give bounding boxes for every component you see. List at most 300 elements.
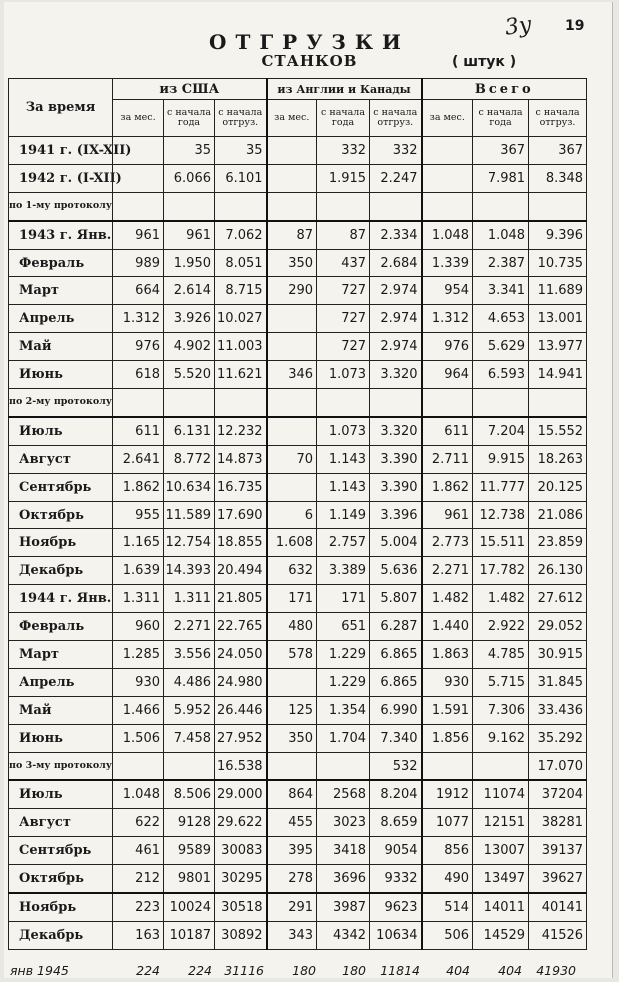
table-cell	[473, 389, 529, 417]
table-cell: 455	[267, 809, 317, 837]
table-cell: 961	[113, 221, 164, 249]
table-row	[9, 809, 587, 837]
table-row	[9, 473, 587, 501]
table-cell: 6.593	[473, 361, 529, 389]
handwritten-cell: 180	[342, 963, 366, 978]
row-period-label: 1941 г. (IX-XII)	[9, 137, 113, 165]
table-cell: 7.062	[215, 221, 267, 249]
table-cell: 930	[113, 668, 164, 696]
table-cell: 30295	[215, 865, 267, 893]
table-cell: 6.865	[370, 641, 422, 669]
table-cell: 5.520	[164, 361, 215, 389]
table-cell: 41526	[529, 921, 587, 949]
row-period-label: Июнь	[9, 361, 113, 389]
table-cell: 20.494	[215, 557, 267, 585]
table-cell: 1.862	[113, 473, 164, 501]
table-cell: 9054	[370, 837, 422, 865]
table-cell: 291	[267, 893, 317, 921]
table-cell: 1.143	[317, 445, 370, 473]
table-cell: 24.050	[215, 641, 267, 669]
header-group-row	[9, 79, 587, 100]
table-cell: 11.621	[215, 361, 267, 389]
table-cell: 955	[113, 501, 164, 529]
table-cell	[317, 389, 370, 417]
table-cell: 1.440	[422, 613, 473, 641]
header-sub-month: за мес.	[422, 100, 473, 137]
table-cell: 40141	[529, 893, 587, 921]
table-cell: 17.070	[529, 752, 587, 780]
row-period-label: Декабрь	[9, 557, 113, 585]
table-cell: 8.772	[164, 445, 215, 473]
document-subtitle: СТАНКОВ	[261, 52, 358, 70]
table-cell: 2.387	[473, 249, 529, 277]
table-row	[9, 585, 587, 613]
header-period: За время	[9, 79, 113, 137]
table-cell: 395	[267, 837, 317, 865]
table-cell: 3.320	[370, 361, 422, 389]
table-cell: 14529	[473, 921, 529, 949]
row-period-label: Февраль	[9, 249, 113, 277]
table-cell: 3.320	[370, 417, 422, 445]
table-cell: 7.981	[473, 164, 529, 192]
table-cell: 2.711	[422, 445, 473, 473]
table-cell: 212	[113, 865, 164, 893]
row-period-label: Март	[9, 277, 113, 305]
table-cell: 976	[113, 333, 164, 361]
table-cell: 29.622	[215, 809, 267, 837]
table-cell: 7.340	[370, 724, 422, 752]
table-row	[9, 613, 587, 641]
table-cell: 13.977	[529, 333, 587, 361]
table-cell: 611	[422, 417, 473, 445]
handwritten-row-label: янв 1945	[10, 963, 69, 978]
table-cell: 38281	[529, 809, 587, 837]
table-cell: 29.000	[215, 780, 267, 808]
table-cell: 6	[267, 501, 317, 529]
table-cell: 727	[317, 333, 370, 361]
table-cell: 22.765	[215, 613, 267, 641]
table-cell: 651	[317, 613, 370, 641]
table-cell: 30.915	[529, 641, 587, 669]
table-cell: 10634	[370, 921, 422, 949]
table-row	[9, 921, 587, 949]
table-cell: 3.390	[370, 473, 422, 501]
table-cell: 8.204	[370, 780, 422, 808]
table-cell: 367	[473, 137, 529, 165]
table-cell: 39137	[529, 837, 587, 865]
header-sub-shipment: с начала отгруз.	[370, 100, 422, 137]
protocol-row	[9, 752, 587, 780]
table-cell: 1.482	[473, 585, 529, 613]
table-cell	[267, 305, 317, 333]
handwritten-cell: 11814	[380, 963, 420, 978]
table-cell: 856	[422, 837, 473, 865]
table-cell: 346	[267, 361, 317, 389]
row-period-label: Август	[9, 809, 113, 837]
table-cell	[164, 192, 215, 220]
table-cell: 461	[113, 837, 164, 865]
page-number: 19	[565, 18, 585, 34]
table-cell: 7.306	[473, 696, 529, 724]
table-cell	[164, 389, 215, 417]
table-cell: 3.926	[164, 305, 215, 333]
table-cell: 622	[113, 809, 164, 837]
table-cell: 1.466	[113, 696, 164, 724]
table-cell: 12.754	[164, 529, 215, 557]
table-cell: 1.312	[113, 305, 164, 333]
handwritten-mark: 3у	[503, 12, 534, 41]
table-cell: 3.556	[164, 641, 215, 669]
protocol-row	[9, 192, 587, 220]
table-cell: 24.980	[215, 668, 267, 696]
table-cell: 30083	[215, 837, 267, 865]
table-cell: 1.285	[113, 641, 164, 669]
table-cell: 39627	[529, 865, 587, 893]
header-sub-year: с начала года	[473, 100, 529, 137]
table-cell: 11.689	[529, 277, 587, 305]
document-title: ОТГРУЗКИ	[209, 30, 410, 54]
table-cell: 125	[267, 696, 317, 724]
table-cell	[267, 389, 317, 417]
table-cell: 506	[422, 921, 473, 949]
table-cell: 3696	[317, 865, 370, 893]
table-cell: 171	[317, 585, 370, 613]
table-cell: 87	[267, 221, 317, 249]
handwritten-cell: 31116	[224, 963, 264, 978]
header-group-uk-canada: из Англии и Канады	[267, 79, 422, 100]
table-cell	[113, 752, 164, 780]
table-cell	[422, 752, 473, 780]
table-cell: 5.715	[473, 668, 529, 696]
table-cell: 15.511	[473, 529, 529, 557]
table-cell: 30892	[215, 921, 267, 949]
table-cell: 6.865	[370, 668, 422, 696]
table-cell: 930	[422, 668, 473, 696]
table-cell: 2.757	[317, 529, 370, 557]
table-cell: 864	[267, 780, 317, 808]
row-period-label: Сентябрь	[9, 837, 113, 865]
table-cell: 10024	[164, 893, 215, 921]
row-period-label: Ноябрь	[9, 893, 113, 921]
table-cell: 1.048	[422, 221, 473, 249]
table-cell: 2.974	[370, 277, 422, 305]
row-period-label: 1944 г. Янв.	[9, 585, 113, 613]
table-row	[9, 137, 587, 165]
table-cell: 16.538	[215, 752, 267, 780]
table-cell: 6.990	[370, 696, 422, 724]
table-cell: 961	[164, 221, 215, 249]
table-cell: 23.859	[529, 529, 587, 557]
table-cell: 1.229	[317, 641, 370, 669]
table-cell: 278	[267, 865, 317, 893]
table-cell: 35	[215, 137, 267, 165]
table-row	[9, 865, 587, 893]
table-cell: 954	[422, 277, 473, 305]
table-cell: 1.339	[422, 249, 473, 277]
table-cell: 6.287	[370, 613, 422, 641]
table-cell: 1.312	[422, 305, 473, 333]
table-cell: 8.715	[215, 277, 267, 305]
table-cell: 514	[422, 893, 473, 921]
table-cell: 10.735	[529, 249, 587, 277]
table-row	[9, 277, 587, 305]
table-cell: 960	[113, 613, 164, 641]
table-cell: 5.629	[473, 333, 529, 361]
table-cell: 367	[529, 137, 587, 165]
table-cell: 1.950	[164, 249, 215, 277]
header-sub-shipment: с начала отгруз.	[215, 100, 267, 137]
table-cell: 14.873	[215, 445, 267, 473]
table-cell: 1912	[422, 780, 473, 808]
table-cell: 5.636	[370, 557, 422, 585]
table-row	[9, 529, 587, 557]
table-cell	[370, 389, 422, 417]
table-cell: 4.902	[164, 333, 215, 361]
table-cell: 5.952	[164, 696, 215, 724]
table-cell: 5.807	[370, 585, 422, 613]
row-period-label: Апрель	[9, 305, 113, 333]
table-cell: 11.003	[215, 333, 267, 361]
table-cell: 1.915	[317, 164, 370, 192]
table-cell: 26.130	[529, 557, 587, 585]
table-cell: 727	[317, 277, 370, 305]
row-period-label: Сентябрь	[9, 473, 113, 501]
table-cell: 1.311	[113, 585, 164, 613]
table-cell: 21.086	[529, 501, 587, 529]
handwritten-row	[10, 963, 610, 978]
table-cell: 332	[317, 137, 370, 165]
table-row	[9, 333, 587, 361]
row-period-label: Май	[9, 333, 113, 361]
table-row	[9, 417, 587, 445]
table-cell: 3418	[317, 837, 370, 865]
row-period-label: Ноябрь	[9, 529, 113, 557]
header-sub-year: с начала года	[164, 100, 215, 137]
row-period-label: по 3-му протоколу	[9, 752, 113, 780]
row-period-label: Октябрь	[9, 501, 113, 529]
table-row	[9, 249, 587, 277]
table-cell	[215, 192, 267, 220]
table-row	[9, 361, 587, 389]
table-cell	[422, 389, 473, 417]
row-period-label: 1942 г. (I-XII)	[9, 164, 113, 192]
row-period-label: Июль	[9, 780, 113, 808]
table-cell: 4.486	[164, 668, 215, 696]
table-cell: 17.690	[215, 501, 267, 529]
table-cell: 13.001	[529, 305, 587, 333]
table-cell: 2568	[317, 780, 370, 808]
table-cell: 10.027	[215, 305, 267, 333]
table-cell: 223	[113, 893, 164, 921]
table-cell: 350	[267, 249, 317, 277]
table-cell: 3.390	[370, 445, 422, 473]
table-cell: 2.614	[164, 277, 215, 305]
table-cell: 2.773	[422, 529, 473, 557]
table-cell: 1.506	[113, 724, 164, 752]
table-row	[9, 837, 587, 865]
table-cell: 11074	[473, 780, 529, 808]
table-cell	[267, 752, 317, 780]
row-period-label: Июль	[9, 417, 113, 445]
table-cell: 9623	[370, 893, 422, 921]
table-cell: 3023	[317, 809, 370, 837]
row-period-label: Декабрь	[9, 921, 113, 949]
table-cell: 10187	[164, 921, 215, 949]
table-cell: 632	[267, 557, 317, 585]
table-cell: 343	[267, 921, 317, 949]
table-cell: 9.915	[473, 445, 529, 473]
table-cell: 163	[113, 921, 164, 949]
table-cell: 4342	[317, 921, 370, 949]
table-row	[9, 557, 587, 585]
table-cell: 37204	[529, 780, 587, 808]
table-cell: 8.051	[215, 249, 267, 277]
table-cell: 17.782	[473, 557, 529, 585]
row-period-label: Март	[9, 641, 113, 669]
table-cell	[317, 752, 370, 780]
table-cell	[164, 752, 215, 780]
table-cell: 578	[267, 641, 317, 669]
table-cell: 8.506	[164, 780, 215, 808]
header-sub-shipment: с начала отгруз.	[529, 100, 587, 137]
table-cell: 8.348	[529, 164, 587, 192]
table-cell: 13497	[473, 865, 529, 893]
table-cell: 15.552	[529, 417, 587, 445]
table-cell: 1.639	[113, 557, 164, 585]
header-sub-month: за мес.	[267, 100, 317, 137]
table-cell: 1.143	[317, 473, 370, 501]
table-cell: 2.334	[370, 221, 422, 249]
table-cell: 6.101	[215, 164, 267, 192]
table-cell: 14.393	[164, 557, 215, 585]
table-cell: 3.396	[370, 501, 422, 529]
row-period-label: Октябрь	[9, 865, 113, 893]
table-cell: 5.004	[370, 529, 422, 557]
shipments-table	[8, 78, 587, 950]
table-cell	[473, 192, 529, 220]
table-cell: 18.263	[529, 445, 587, 473]
row-period-label: Август	[9, 445, 113, 473]
table-cell: 35	[164, 137, 215, 165]
table-cell	[317, 192, 370, 220]
unit-label: ( штук )	[452, 54, 517, 70]
handwritten-cell: 404	[498, 963, 522, 978]
table-cell: 87	[317, 221, 370, 249]
table-row	[9, 305, 587, 333]
table-cell: 14011	[473, 893, 529, 921]
table-cell: 9332	[370, 865, 422, 893]
table-cell: 290	[267, 277, 317, 305]
table-cell	[422, 164, 473, 192]
table-cell: 1.048	[113, 780, 164, 808]
table-cell: 1.073	[317, 361, 370, 389]
table-row	[9, 668, 587, 696]
table-cell: 532	[370, 752, 422, 780]
row-period-label: Июнь	[9, 724, 113, 752]
table-cell: 16.735	[215, 473, 267, 501]
table-cell	[422, 137, 473, 165]
table-cell	[267, 668, 317, 696]
table-cell: 2.247	[370, 164, 422, 192]
table-cell: 2.974	[370, 333, 422, 361]
table-cell	[422, 192, 473, 220]
row-period-label: Февраль	[9, 613, 113, 641]
table-row	[9, 641, 587, 669]
table-cell: 14.941	[529, 361, 587, 389]
handwritten-cell: 180	[292, 963, 316, 978]
table-cell: 1.229	[317, 668, 370, 696]
table-cell	[267, 333, 317, 361]
table-cell: 1.165	[113, 529, 164, 557]
table-row	[9, 780, 587, 808]
table-cell: 6.131	[164, 417, 215, 445]
table-row	[9, 501, 587, 529]
table-row	[9, 221, 587, 249]
table-cell	[267, 192, 317, 220]
table-row	[9, 164, 587, 192]
table-cell: 31.845	[529, 668, 587, 696]
table-cell: 1.149	[317, 501, 370, 529]
handwritten-cell: 224	[136, 963, 160, 978]
table-cell: 989	[113, 249, 164, 277]
table-cell: 618	[113, 361, 164, 389]
table-cell: 9801	[164, 865, 215, 893]
table-cell: 1.704	[317, 724, 370, 752]
table-cell: 964	[422, 361, 473, 389]
table-cell: 332	[370, 137, 422, 165]
table-cell: 3.389	[317, 557, 370, 585]
row-period-label: 1943 г. Янв.	[9, 221, 113, 249]
table-cell	[113, 192, 164, 220]
table-cell: 27.952	[215, 724, 267, 752]
protocol-row	[9, 389, 587, 417]
table-row	[9, 724, 587, 752]
table-cell: 1.856	[422, 724, 473, 752]
table-row	[9, 696, 587, 724]
table-cell: 9589	[164, 837, 215, 865]
handwritten-cell: 404	[446, 963, 470, 978]
table-cell: 11.589	[164, 501, 215, 529]
table-cell: 12.232	[215, 417, 267, 445]
row-period-label: по 2-му протоколу	[9, 389, 113, 417]
table-cell: 1.608	[267, 529, 317, 557]
table-cell	[215, 389, 267, 417]
table-cell	[267, 137, 317, 165]
table-row	[9, 445, 587, 473]
header-group-usa: из США	[113, 79, 267, 100]
table-cell: 350	[267, 724, 317, 752]
table-cell: 1.073	[317, 417, 370, 445]
table-cell: 961	[422, 501, 473, 529]
handwritten-cell: 224	[188, 963, 212, 978]
table-cell: 26.446	[215, 696, 267, 724]
table-cell: 12.738	[473, 501, 529, 529]
table-cell: 2.922	[473, 613, 529, 641]
table-cell: 21.805	[215, 585, 267, 613]
row-period-label: Апрель	[9, 668, 113, 696]
table-cell: 1.482	[422, 585, 473, 613]
table-cell: 2.641	[113, 445, 164, 473]
table-cell: 490	[422, 865, 473, 893]
header-sub-month: за мес.	[113, 100, 164, 137]
table-cell: 35.292	[529, 724, 587, 752]
table-cell: 4.785	[473, 641, 529, 669]
table-cell: 976	[422, 333, 473, 361]
table-cell	[267, 164, 317, 192]
table-cell: 13007	[473, 837, 529, 865]
table-cell: 480	[267, 613, 317, 641]
table-cell	[529, 192, 587, 220]
